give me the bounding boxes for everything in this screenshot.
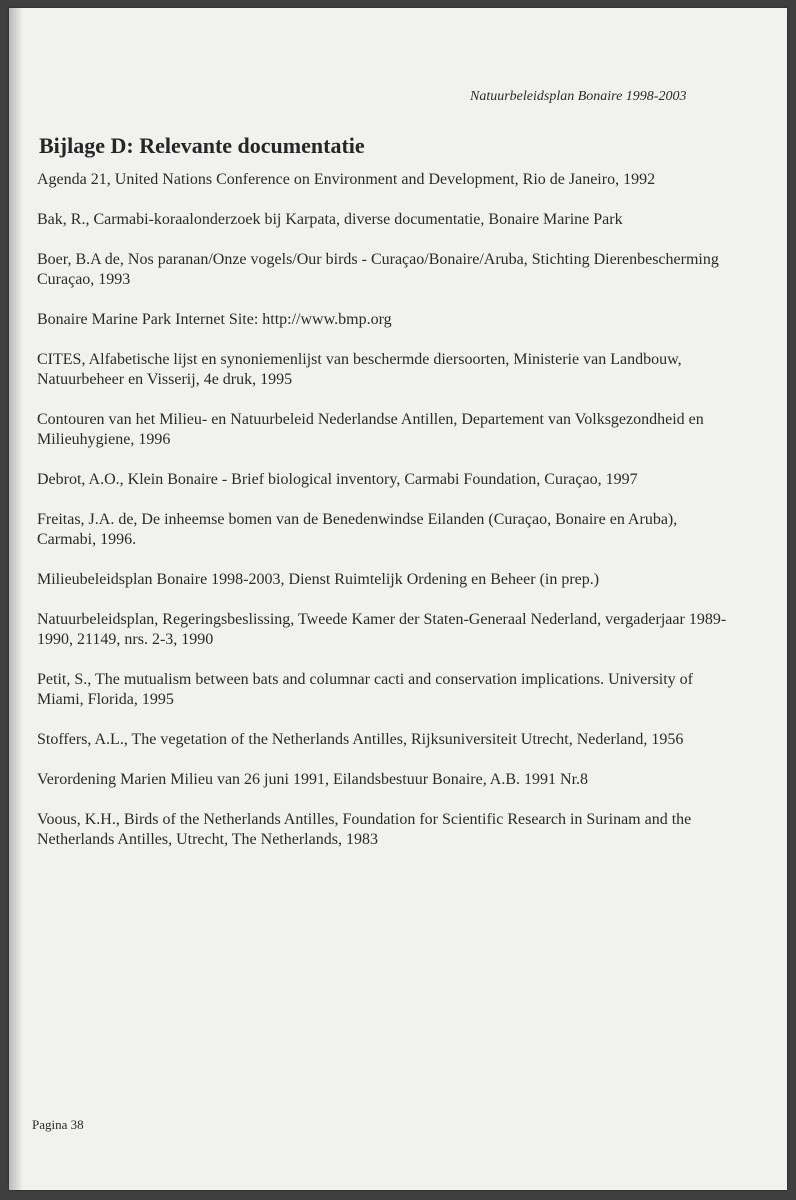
reference-item: Boer, B.A de, Nos paranan/Onze vogels/Our birds - Curaçao/Bonaire/Aruba, Stichting Dierenbescherming Curaçao, 1993 xyxy=(37,251,719,288)
reference-item: Contouren van het Milieu- en Natuurbeleid Nederlandse Antillen, Departement van Volksgezondheid en Milieuhygiene, 1996 xyxy=(37,411,704,448)
reference-item: Stoffers, A.L., The vegetation of the Netherlands Antilles, Rijksuniversiteit Utrecht, Nederland, 1956 xyxy=(37,731,684,748)
reference-item: Petit, S., The mutualism between bats and columnar cacti and conservation implications. University of Miami, Florida, 1995 xyxy=(37,671,693,708)
reference-item: Voous, K.H., Birds of the Netherlands Antilles, Foundation for Scientific Research in Surinam and the Netherlands Antilles, Utrecht, The Netherlands, 1983 xyxy=(37,811,692,848)
reference-item: Milieubeleidsplan Bonaire 1998-2003, Dienst Ruimtelijk Ordening en Beheer (in prep.) xyxy=(37,571,600,588)
reference-item: CITES, Alfabetische lijst en synoniemenlijst van beschermde diersoorten, Ministerie van Landbouw, Natuurbeheer en Visserij, 4e druk, 1995 xyxy=(37,351,682,388)
reference-item: Natuurbeleidsplan, Regeringsbeslissing, Tweede Kamer der Staten-Generaal Nederland, vergaderjaar 1989-1990, 21149, nrs. 2-3, 1990 xyxy=(37,611,727,648)
running-header: Natuurbeleidsplan Bonaire 1998-2003 xyxy=(470,89,687,104)
reference-item: Bonaire Marine Park Internet Site: http://www.bmp.org xyxy=(37,311,392,328)
reference-item: Agenda 21, United Nations Conference on Environment and Development, Rio de Janeiro, 1992 xyxy=(37,171,656,188)
reference-item: Verordening Marien Milieu van 26 juni 1991, Eilandsbestuur Bonaire, A.B. 1991 Nr.8 xyxy=(37,771,589,788)
reference-item: Bak, R., Carmabi-koraalonderzoek bij Karpata, diverse documentatie, Bonaire Marine Park xyxy=(37,211,623,228)
reference-item: Freitas, J.A. de, De inheemse bomen van de Benedenwindse Eilanden (Curaçao, Bonaire en Aruba), Carmabi, 1996. xyxy=(37,511,678,548)
reference-item: Debrot, A.O., Klein Bonaire - Brief biological inventory, Carmabi Foundation, Curaçao, 1997 xyxy=(37,471,638,488)
page-number: Pagina 38 xyxy=(32,1117,84,1132)
binding-shadow xyxy=(9,8,23,1190)
reference-list xyxy=(37,170,737,850)
page-heading: Bijlage D: Relevante documentatie xyxy=(39,133,365,158)
